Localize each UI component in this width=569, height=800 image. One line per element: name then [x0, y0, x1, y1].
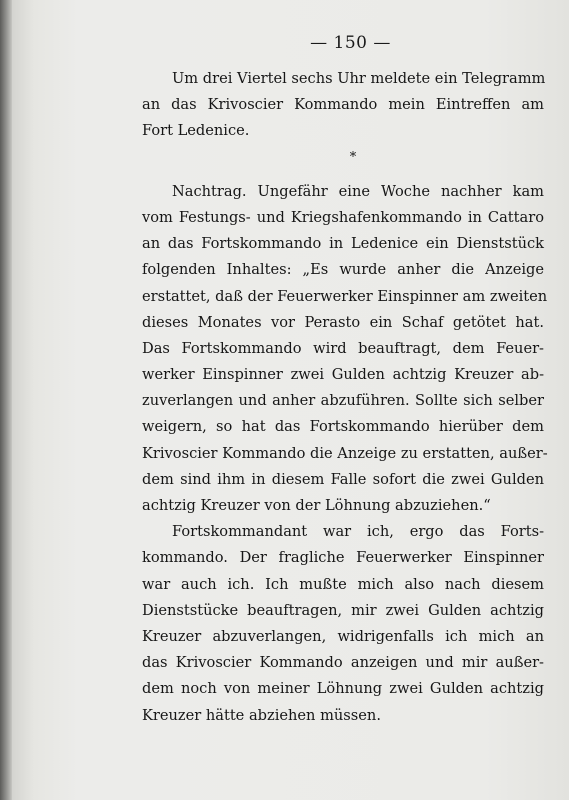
- section-separator: *: [349, 149, 357, 165]
- text-line: Fort Ledenice.: [142, 122, 250, 140]
- paragraph-2: [142, 179, 548, 519]
- text-line: vom Festungs- und Kriegshafenkommando in Cattaro: [142, 208, 544, 226]
- paragraph-3: [142, 519, 544, 729]
- text-line: Nachtrag. Ungefähr eine Woche nachher kam: [172, 182, 544, 200]
- text-line: das Krivoscier Kommando anzeigen und mir außer-: [142, 654, 544, 672]
- body-text: [142, 66, 548, 729]
- text-line: dem sind ihm in diesem Falle sofort die zwei Gulden: [142, 470, 544, 488]
- text-line: werker Einspinner zwei Gulden achtzig Kreuzer ab-: [142, 366, 544, 384]
- text-line: Kreuzer abzuverlangen, widrigenfalls ich mich an: [142, 627, 544, 645]
- text-line: Fortskommandant war ich, ergo das Forts-: [172, 523, 544, 541]
- text-line: weigern, so hat das Fortskommando hierüber dem: [142, 418, 544, 436]
- text-line: Dienststücke beauftragen, mir zwei Gulden achtzig: [142, 601, 544, 619]
- text-line: Um drei Viertel sechs Uhr meldete ein Telegramm: [172, 70, 546, 87]
- text-line: kommando. Der fragliche Feuerwerker Einspinner: [142, 549, 544, 567]
- text-line: folgenden Inhaltes: „Es wurde anher die Anzeige: [142, 261, 544, 279]
- text-line: achtzig Kreuzer von der Löhnung abzuziehen.“: [142, 497, 491, 514]
- book-page: [12, 0, 569, 800]
- text-line: Krivoscier Kommando die Anzeige zu erstatten, außer-: [142, 444, 548, 462]
- text-line: dem noch von meiner Löhnung zwei Gulden achtzig: [142, 680, 544, 698]
- page-number: — 150 —: [310, 33, 391, 53]
- text-line: dieses Monates vor Perasto ein Schaf getötet hat.: [142, 313, 544, 331]
- paragraph-1: [142, 66, 544, 145]
- text-line: an das Fortskommando in Ledenice ein Dienststück: [142, 235, 544, 253]
- text-line: war auch ich. Ich mußte mich also nach diesem: [142, 575, 544, 593]
- text-line: Das Fortskommando wird beauftragt, dem Feuer-: [142, 339, 544, 357]
- text-line: zuverlangen und anher abzuführen. Sollte sich selber: [142, 392, 544, 410]
- text-line: Kreuzer hätte abziehen müssen.: [142, 706, 381, 724]
- book-gutter-shadow: [0, 0, 12, 800]
- text-line: erstattet, daß der Feuerwerker Einspinner am zweiten: [142, 287, 548, 305]
- text-line: an das Krivoscier Kommando mein Eintreffen am: [142, 96, 544, 114]
- spacer: [142, 171, 544, 179]
